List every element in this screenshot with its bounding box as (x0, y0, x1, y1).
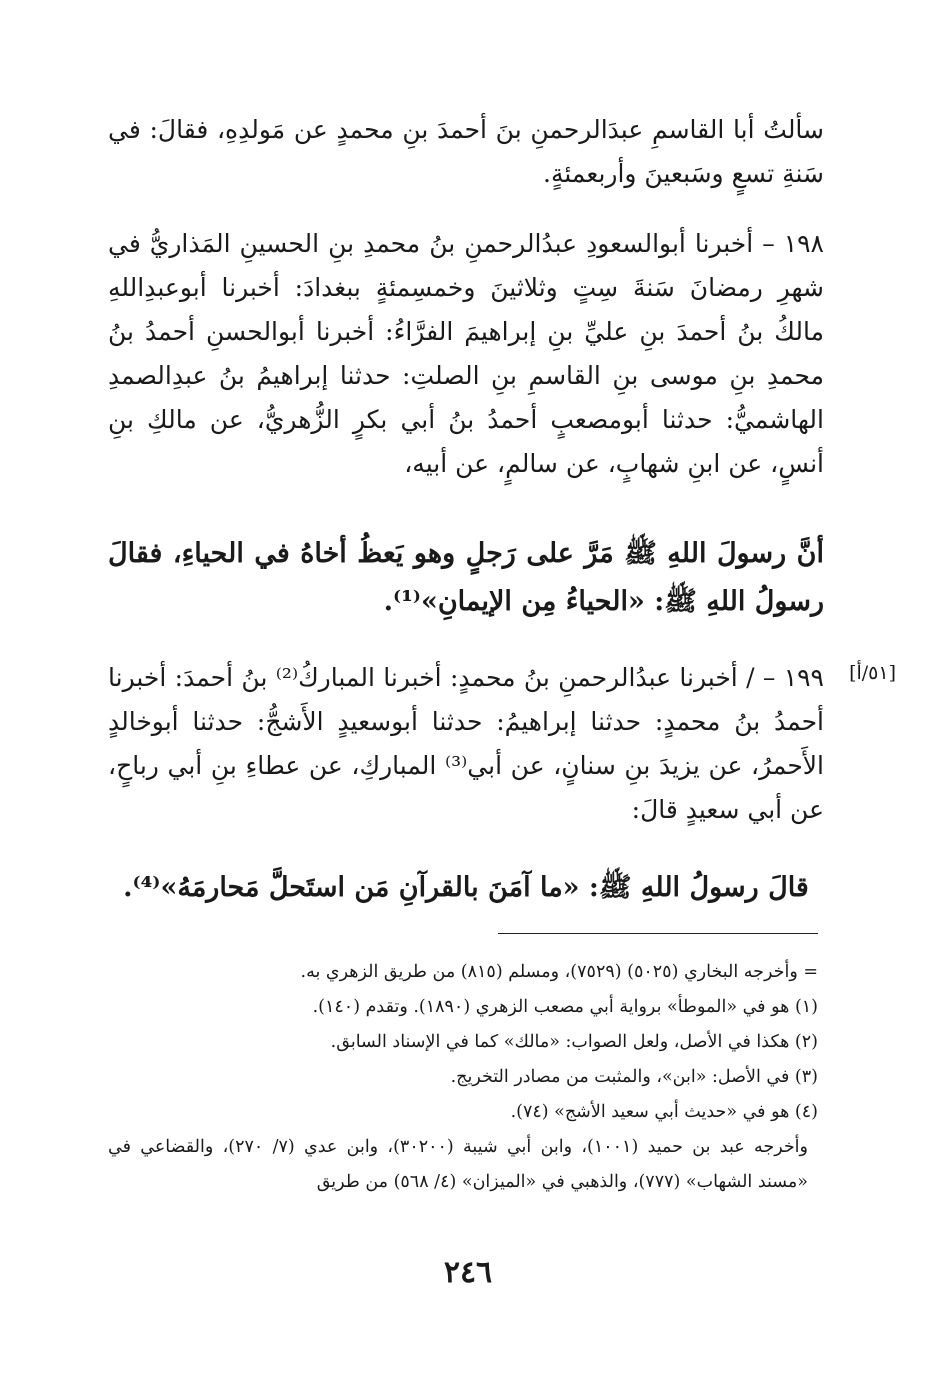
footnote-separator (498, 933, 818, 934)
hadith-199-isnad: ١٩٩ – / أخبرنا عبدُالرحمنِ بنُ محمدٍ: أخبرنا المباركُ⁽²⁾ بنُ أحمدَ: أخبرنا أحمدُ بنُ محمدٍ: حدثنا إبراهيمُ: حدثنا أبوسعيدٍ الأَشجُّ: حدثنا أبوخالدٍ الأَحمرُ، عن يزيدَ بنِ سنانٍ، عن أبي⁽³⁾ المباركِ، عن عطاءِ بنِ أبي رباحٍ، عن أبي سعيدٍ قالَ: (108, 663, 824, 824)
manuscript-folio-reference: [٥١/أ] (849, 662, 896, 684)
intro-paragraph: سألتُ أبا القاسمِ عبدَالرحمنِ بنَ أحمدَ بنِ محمدٍ عن مَولدِهِ، فقالَ: في سَنةِ تسعٍ وسَبعينَ وأربعمئةٍ. (108, 115, 824, 188)
hadith-199-matn: قالَ رسولُ اللهِ ﷺ: «ما آمَنَ بالقرآنِ مَن استَحلَّ مَحارمَهُ»⁽⁴⁾. (123, 872, 809, 903)
hadith-198-matn: أنَّ رسولَ اللهِ ﷺ مَرَّ على رَجلٍ وهو يَعظُ أخاهُ في الحياءِ، فقالَ رسولُ اللهِ ﷺ: «الحياءُ مِن الإيمانِ»⁽¹⁾. (108, 538, 824, 617)
footnote-4: (٤) هو في «حديث أبي سعيد الأشج» (٧٤). (510, 1102, 818, 1122)
hadith-198-isnad: ١٩٨ – أخبرنا أبوالسعودِ عبدُالرحمنِ بنُ محمدِ بنِ الحسينِ المَذاريُّ في شهرِ رمضانَ سَنةَ سِتٍ وثلاثينَ وخمسِمئةٍ ببغدادَ: أخبرنا أبوعبدِاللهِ مالكُ بنُ أحمدَ بنِ عليِّ بنِ إبراهيمَ الفرَّاءُ: أخبرنا أبوالحسنِ أحمدُ بنُ محمدِ بنِ موسى بنِ القاسمِ بنِ الصلتِ: حدثنا إبراهيمُ بنُ عبدِالصمدِ الهاشميُّ: حدثنا أبومصعبٍ أحمدُ بنُ أبي بكرٍ الزُّهريُّ، عن مالكِ بنِ أنسٍ، عن ابنِ شهابٍ، عن سالمٍ، عن أبيه، (108, 229, 824, 478)
footnotes (108, 955, 818, 1200)
footnote-2: (٢) هكذا في الأصل، ولعل الصواب: «مالك» كما في الإسناد السابق. (330, 1032, 818, 1052)
page-number: ٢٤٦ (443, 1255, 493, 1290)
footnote-1: (١) هو في «الموطأ» برواية أبي مصعب الزهري (١٨٩٠). وتقدم (١٤٠). (312, 997, 818, 1017)
footnote-carryover: = وأخرجه البخاري (٥٠٢٥) (٧٥٢٩)، ومسلم (٨١٥) من طريق الزهري به. (300, 962, 818, 982)
footnote-3: (٣) في الأصل: «ابن»، والمثبت من مصادر التخريج. (450, 1067, 818, 1087)
footnote-4-continuation: وأخرجه عبد بن حميد (١٠٠١)، وابن أبي شيبة (٣٠٢٠٠)، وابن عدي (٧/ ٢٧٠)، والقضاعي في «مسند الشهاب» (٧٧٧)، والذهبي في «الميزان» (٤/ ٥٦٨) من طريق (108, 1137, 808, 1192)
